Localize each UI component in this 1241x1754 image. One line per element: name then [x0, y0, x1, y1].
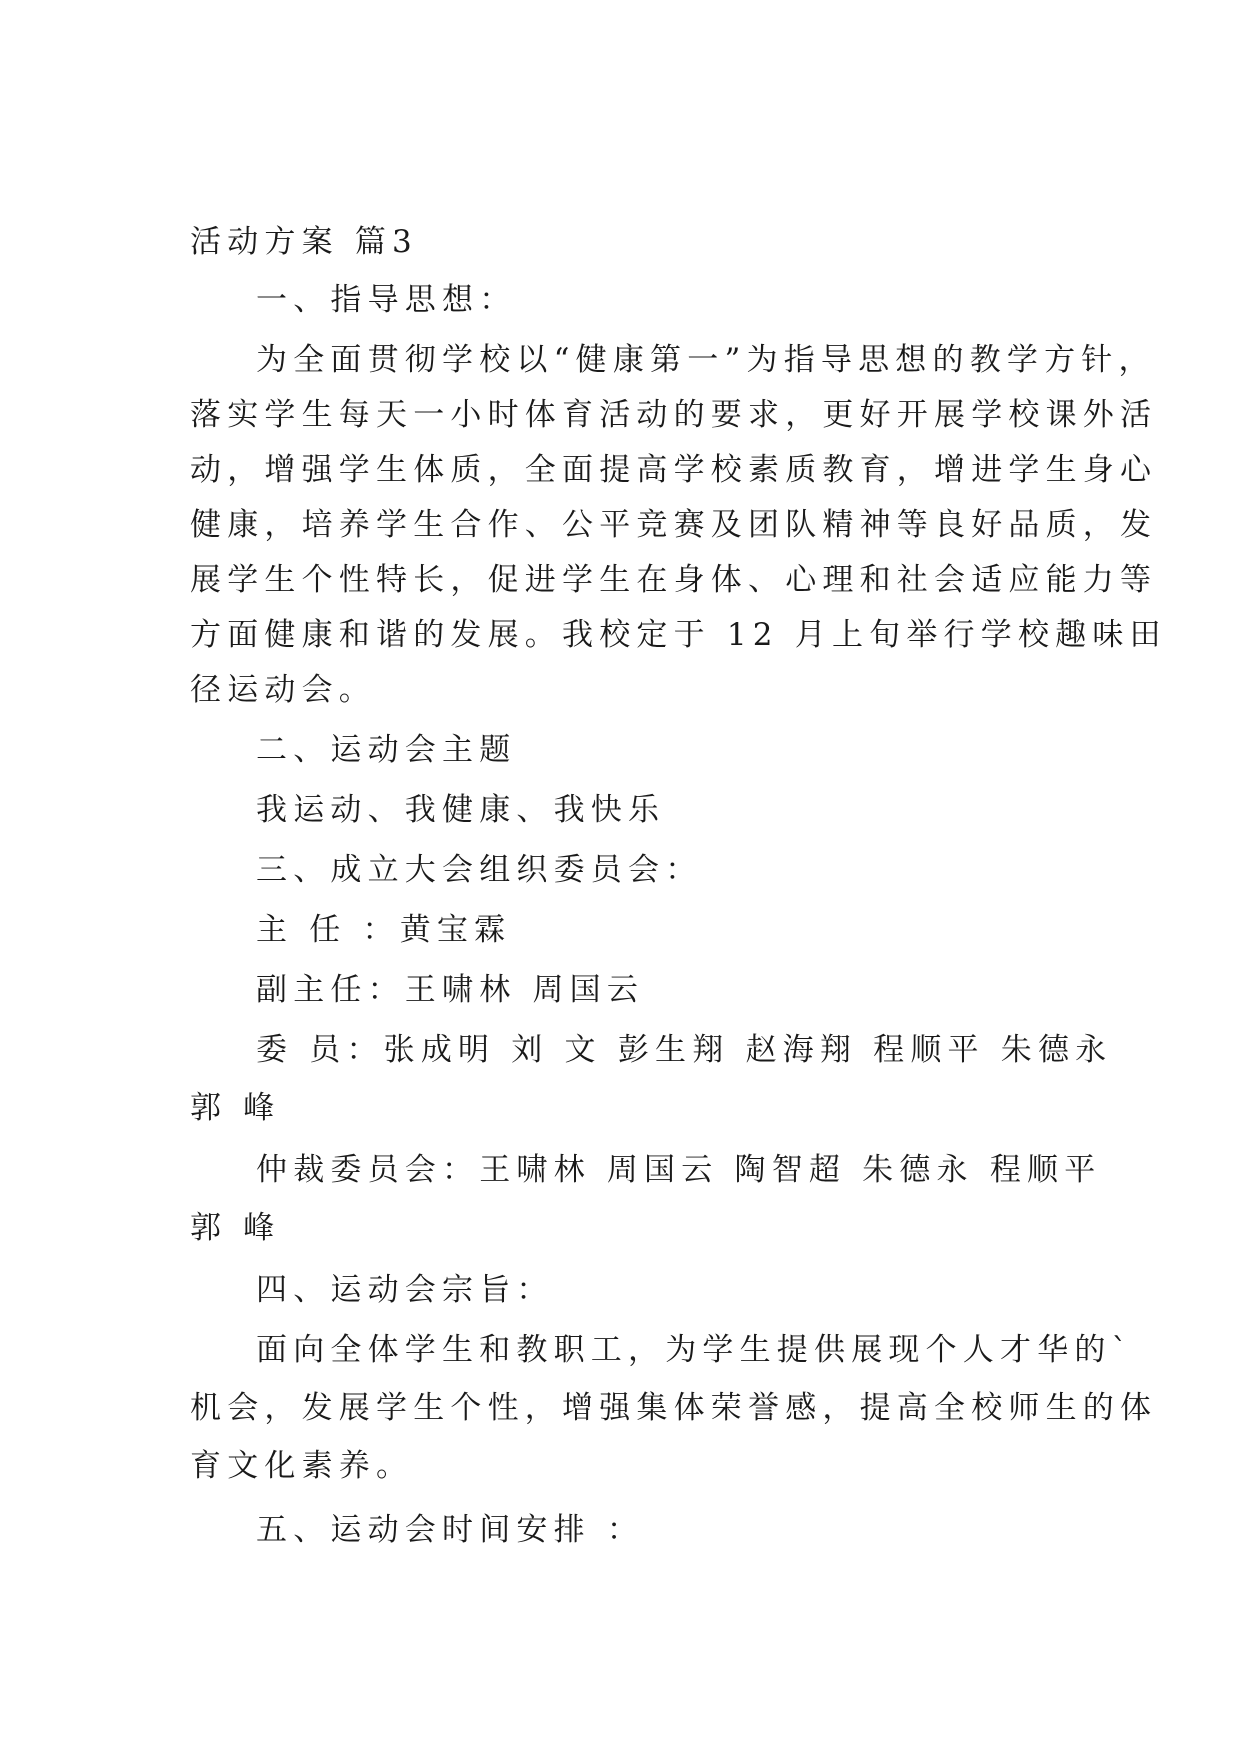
section-heading-guiding-ideology: 一、指导思想： [256, 282, 517, 318]
committee-members: 委 员：张成明 刘 文 彭生翔 赵海翔 程顺平 朱德永 [256, 1032, 1113, 1068]
theme-text: 我运动、我健康、我快乐 [256, 792, 666, 828]
paragraph-line: 动，增强学生体质，全面提高学校素质教育，增进学生身心 [190, 452, 1158, 488]
arbitration-committee-cont: 郭 峰 [190, 1210, 281, 1246]
paragraph-line: 面向全体学生和教职工，为学生提供展现个人才华的` [256, 1332, 1134, 1368]
section-heading-purpose: 四、运动会宗旨： [256, 1272, 554, 1308]
paragraph-line: 为全面贯彻学校以“健康第一”为指导思想的教学方针， [256, 342, 1156, 378]
section-heading-committee: 三、成立大会组织委员会： [256, 852, 703, 888]
committee-vice-director: 副主任：王啸林 周国云 [256, 972, 645, 1008]
paragraph-line: 育文化素养。 [190, 1448, 414, 1484]
arbitration-committee: 仲裁委员会：王啸林 周国云 陶智超 朱德永 程顺平 [256, 1152, 1102, 1188]
section-heading-theme: 二、运动会主题 [256, 732, 517, 768]
paragraph-line: 落实学生每天一小时体育活动的要求，更好开展学校课外活 [190, 397, 1158, 433]
paragraph-line: 健康，培养学生合作、公平竞赛及团队精神等良好品质，发 [190, 507, 1158, 543]
paragraph-line: 机会，发展学生个性，增强集体荣誉感，提高全校师生的体 [190, 1390, 1158, 1426]
paragraph-line: 方面健康和谐的发展。我校定于 12 月上旬举行学校趣味田 [190, 617, 1167, 653]
committee-members-cont: 郭 峰 [190, 1090, 281, 1126]
committee-director: 主 任 ：黄宝霖 [256, 912, 512, 948]
section-heading-schedule: 五、运动会时间安排 ： [256, 1512, 645, 1548]
document-title: 活动方案 篇3 [190, 224, 418, 260]
paragraph-line: 径运动会。 [190, 672, 376, 708]
paragraph-line: 展学生个性特长，促进学生在身体、心理和社会适应能力等 [190, 562, 1158, 598]
